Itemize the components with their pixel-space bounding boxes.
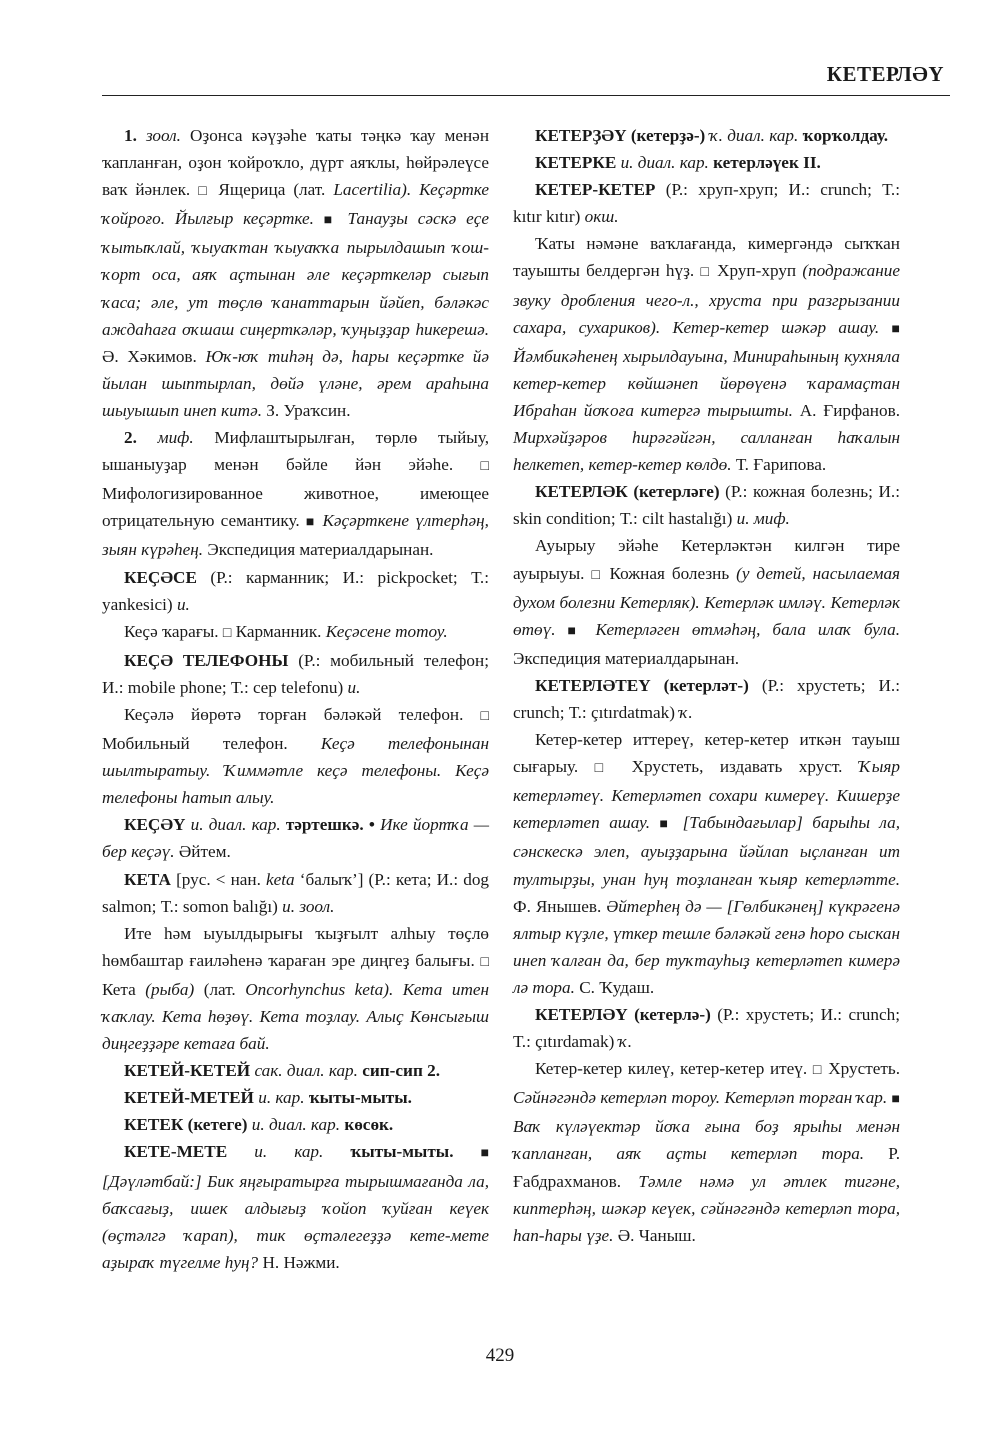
- russian-equivalent: Кожная болезнь: [609, 563, 730, 583]
- entry-keterlek-body: [513, 532, 900, 671]
- latin-name: Oncorhynchus keta).: [245, 979, 394, 999]
- cross-reference: кетерләүек II.: [713, 153, 821, 173]
- headword: КЕТА: [124, 869, 171, 889]
- russian-note: (рыба): [145, 979, 195, 999]
- entry-keterleteu-body: [513, 726, 900, 1001]
- page-number: 429: [485, 1345, 515, 1366]
- quote-author: Экспедиция материалдарынан.: [207, 540, 434, 560]
- quote-author: Т. Ғарипова.: [735, 455, 827, 475]
- entry-kese-telefony-body: [102, 701, 489, 811]
- russian-marker-icon: □: [700, 265, 711, 281]
- usage-labels: и. диал. кар.: [620, 153, 709, 173]
- literary-marker-icon: ■: [480, 1146, 490, 1162]
- equivalents: (Р.: хрустеть; И.: crunch; Т.: çıtırdamak): [513, 1005, 900, 1052]
- russian-note: (у детей, насылаемая духом болезни Кетерляк).: [513, 563, 901, 612]
- quote-author: Әйтем.: [178, 842, 231, 862]
- headword: КЕТЕК (кетеге): [124, 1115, 248, 1135]
- entry-sense-1: [102, 122, 489, 424]
- quote: Юҡ-юҡ тиһәң дә, һары кеҫәртке йә йылан шыптырлап, дөйә үләне, әрем араһына шыуышып инеп китә.: [102, 346, 490, 420]
- entry-keterleteu-head: [513, 672, 900, 726]
- russian-marker-icon: □: [480, 459, 489, 475]
- entry-kesese-head: [102, 564, 489, 618]
- example: Кета итен ҡаҡлау. Кета һөҙөү. Кета тоҙлау. Алыҫ Көнсығыш диңгеҙҙәре кетаға бай.: [102, 979, 490, 1054]
- quote-author: Р. Ғабдрахманов.: [513, 1144, 901, 1191]
- quote: Кетерләген өтмәһәң, бала илаҡ була.: [595, 619, 901, 639]
- literary-marker-icon: ■: [659, 817, 674, 833]
- entry-keterke: [513, 149, 900, 176]
- entry-kete-mete: [102, 1138, 489, 1275]
- entry-keter-keter-head: [513, 176, 900, 230]
- russian-marker-icon: □: [480, 954, 489, 970]
- russian-marker-icon: □: [198, 184, 211, 200]
- example: Кетерләк имләү. Кетерләк өтөү.: [513, 592, 900, 639]
- russian-marker-icon: □: [480, 708, 489, 724]
- example: Кеҫә телефонынан шылтыратыу. Ҡиммәтле кеҫә телефоны. Кеҫә телефоны һатып алыу.: [102, 734, 489, 808]
- literary-marker-icon: ■: [891, 1092, 901, 1108]
- headword: КЕҪӘҮ: [124, 815, 186, 835]
- definition: Кеҫәлә йөрөтә торған бәләкәй телефон.: [124, 704, 464, 724]
- headword: КЕТЕЙ-МЕТЕЙ: [124, 1088, 254, 1108]
- entry-kese-telefony-head: [102, 647, 489, 701]
- pos-label: ҡ.: [618, 1032, 633, 1052]
- example: Кеҫәртке ҡойроғо. Йылғыр кеҫәртке.: [102, 180, 490, 229]
- entry-ketek: [102, 1111, 489, 1138]
- headword: КЕҪӘ ТЕЛЕФОНЫ: [124, 650, 289, 670]
- sense-number: 1.: [124, 126, 137, 145]
- cross-reference: көсөк.: [344, 1115, 394, 1135]
- usage-labels: и. кар.: [258, 1088, 305, 1108]
- quote: Мирхәйҙәров һирәгәйгән, салланған һаҡалын һелкетеп, кетер-кетер көлдө.: [513, 428, 900, 475]
- equivalents: (Р.: хрустеть; И.: crunch; Т.: çıtırdatmak): [513, 675, 901, 722]
- russian-equivalent: Кета: [102, 979, 136, 999]
- russian-equivalent: Мобильный телефон.: [102, 734, 288, 754]
- domain-label: миф.: [157, 428, 194, 448]
- example: Кеҫәсене тотоу.: [325, 621, 448, 641]
- definition: Ите һәм ыуылдырығы ҡыҙғылт алһыу төҫлө һөмбаштар ғаиләһенә ҡараған эре диңгеҙ балығы.: [102, 923, 489, 970]
- quote: [Табындағылар] барыһы ла, сәнскескә элеп, ауыҙҙарына йәйлап ыҫланған ит тултырҙы, унан һуң тоҙланған ҡыяр кетерләтте.: [513, 813, 901, 889]
- russian-equivalent: Хрустеть, издавать хруст.: [631, 757, 843, 777]
- russian-equivalent: Мифологизированное животное, имеющее отрицательную семантику.: [102, 484, 489, 531]
- pos-label: окш.: [584, 207, 619, 227]
- header-rule: [102, 95, 950, 96]
- entry-keta-head: [102, 866, 489, 920]
- entry-keterleu-head: [513, 1001, 900, 1055]
- pos-label: и.: [347, 677, 361, 697]
- usage-labels: и. кар.: [254, 1142, 324, 1162]
- phrase-bullet-icon: •: [368, 815, 375, 835]
- equivalents: (Р.: мобильный телефон; И.: mobile phone; Т.: cep telefonu): [102, 650, 489, 697]
- phrase: Ике йортҡа — бер кеҫәү.: [102, 815, 490, 862]
- cross-reference: ҡорҡолдау.: [802, 126, 889, 145]
- quote: Ваҡ күләүектәр йоҡа ғына боҙ ярыһы менән ҡапланған, аяҡ аҫты кетерләп тора.: [513, 1117, 900, 1164]
- pos-label: и. зоол.: [282, 896, 335, 916]
- definition: Мифлаштырылған, төрлө тыйыу, ышаныуҙар менән бәйле йән эйәһе.: [102, 428, 490, 475]
- usage-labels: сак. диал. кар.: [254, 1061, 358, 1081]
- entry-keterzeu: [513, 122, 900, 149]
- russian-equivalent: Карманник.: [235, 621, 322, 641]
- equivalents: (Р.: карманник; И.: pickpocket; Т.: yankesici): [102, 567, 489, 614]
- latin-name: Lacertilia).: [333, 180, 412, 200]
- quote: Кәҫәрткене үлтерһәң, зыян күрәһең.: [102, 511, 489, 560]
- russian-marker-icon: □: [222, 625, 232, 641]
- russian-marker-icon: □: [594, 761, 616, 777]
- cross-reference: ҡыты-мыты.: [350, 1142, 454, 1162]
- entry-keterleu-body: [513, 1055, 900, 1249]
- definition: Ҡаты нәмәне ваҡлағанда, кимергәндә сыҡҡан тауышты белдергән һүҙ.: [513, 234, 900, 281]
- russian-marker-icon: □: [812, 1063, 823, 1079]
- quote-author: С. Ҡудаш.: [579, 977, 655, 997]
- entry-ketey-metey: [102, 1084, 489, 1111]
- quote-author: Ф. Янышев.: [513, 896, 602, 916]
- russian-equivalent: Хруп-хруп: [717, 261, 797, 281]
- sense-number: 2.: [124, 428, 137, 448]
- left-column: [102, 122, 489, 1276]
- headword: КЕТЕ-МЕТЕ: [124, 1142, 228, 1162]
- example: Ҡыяр кетерләтеү. Кетерләтеп сохари кимереү. Кишерҙе кетерләтеп ашау.: [513, 757, 901, 833]
- russian-equivalent: (лат.: [203, 979, 236, 999]
- definition: Кеҫә ҡарағы.: [124, 621, 219, 641]
- quote-author: З. Ураҡсин.: [266, 400, 351, 420]
- russian-note: (подражание звуку дробления чего-л., хруста при разгрызании сахара, сухариков).: [513, 261, 901, 337]
- usage-labels: ҡ. диал. кар.: [709, 126, 799, 145]
- pos-label: и. миф.: [736, 509, 790, 529]
- usage-labels: и. диал. кар.: [251, 1115, 341, 1135]
- domain-label: зоол.: [145, 126, 181, 145]
- literary-marker-icon: ■: [567, 623, 584, 639]
- equivalents: ‘балыҡ’] (Р.: кета; И.: dog salmon; Т.: somon balığı): [102, 869, 490, 916]
- headword: КЕТЕЙ-КЕТЕЙ: [124, 1061, 251, 1081]
- literary-marker-icon: ■: [891, 321, 901, 337]
- entry-keter-keter-body: [513, 230, 900, 478]
- entry-kesese-body: [102, 618, 489, 647]
- equivalents: (Р.: кожная болезнь; И.: skin condition; Т.: cilt hastalığı): [513, 482, 900, 529]
- quote: Тәмле нәмә ул әтлек тигәне, киптерһәң, шәкәр кеүек, сәйнәгәндә кетерләп тора, һап-һары үҙе.: [513, 1171, 900, 1245]
- etymology: [рус. < нан.: [176, 869, 261, 889]
- literary-marker-icon: ■: [305, 515, 317, 531]
- right-column: [513, 122, 900, 1249]
- definition: Ауырыу эйәһе Кетерләктән килгән тире ауырыуы.: [513, 536, 900, 583]
- headword: КЕТЕРЛӘК (кетерләге): [535, 482, 720, 502]
- quote-author: Н. Нәжми.: [262, 1252, 340, 1272]
- pos-label: и.: [176, 594, 190, 614]
- headword: КЕТЕР-КЕТЕР: [535, 180, 656, 200]
- equivalents: (Р.: хруп-хруп; И.: crunch; Т.: kıtır kıtır): [513, 180, 900, 227]
- quote-author: А. Ғирфанов.: [799, 400, 900, 420]
- headword: КЕТЕРЛӘҮ (кетерлә-): [535, 1005, 711, 1024]
- headword: КЕТЕРҘӘҮ (кетерҙә-): [535, 126, 706, 145]
- usage-labels: и. диал. кар.: [190, 815, 281, 835]
- entry-keta-body: [102, 920, 489, 1057]
- cross-reference: ҡыты-мыты.: [308, 1088, 412, 1108]
- entry-keterlek-head: [513, 478, 900, 532]
- definition: Оҙонса кәүҙәһе ҡаты тәңкә ҡау менән ҡапланған, оҙон ҡойроҡло, дүрт аяҡлы, һөйрәлеүсе ваҡ йәнлек.: [102, 126, 490, 200]
- headword: КЕТЕРКЕ: [535, 153, 617, 173]
- russian-equivalent: Ящерица (лат.: [218, 180, 326, 200]
- definition: Кетер-кетер иттереү, кетер-кетер иткән тауыш сығарыу.: [513, 730, 900, 777]
- entry-keseu: [102, 811, 489, 865]
- entry-ketey-ketey: [102, 1057, 489, 1084]
- russian-equivalent: Хрустеть.: [828, 1059, 901, 1079]
- quote: [Дәүләтбай:] Бик яңғыратырға тырышмағанда ла, баҡсағыҙ, ишек алдығыҙ ҡойоп ҡуйған кеүек (өҫтәлгә ҡарап), тик өҫтәлегеҙҙә кете-мете аҙыраҡ түгелме һуң?: [102, 1171, 489, 1272]
- literary-marker-icon: ■: [323, 213, 338, 229]
- entry-sense-2: [102, 424, 489, 563]
- running-headword: КЕТЕРЛӘҮ: [826, 62, 944, 86]
- quote: Әйтерһең дә — [Гөлбикәнең] күкрәгенә ялтыр күҙле, үткер тешле бәләкәй генә һоро сыскан инеп ҡалған да, бер туҡтауһыҙ кетерләтеп кимерә лә тора.: [513, 896, 900, 997]
- definition: Кетер-кетер килеү, кетер-кетер итеү.: [535, 1059, 808, 1079]
- quote: Танауҙы сәскә еҫе ҡытыҡлай, ҡыуаҡтан ҡыуаҡҡа пырылдашып ҡош-ҡорт оса, аяҡ аҫтынан әле кеҫәрткеләр сығып ҡаса; әле, ут төҫлө ҡанаттарын йәйеп, бәләкәс аждаһаға оҡшаш сиңерткәләр, ҡуңыҙҙар һикерешә.: [102, 209, 489, 339]
- russian-marker-icon: □: [591, 567, 603, 583]
- pos-label: ҡ.: [679, 702, 693, 722]
- example: Сәйнәгәндә кетерләп тороу. Кетерләп торған ҡар.: [513, 1088, 888, 1108]
- quote-author: Ә. Чаныш.: [617, 1225, 696, 1245]
- headword: КЕҪӘСЕ: [124, 567, 197, 587]
- etymology-word: keta: [266, 869, 295, 889]
- quote-author: Ә. Хәкимов.: [102, 346, 197, 366]
- headword: КЕТЕРЛӘТЕҮ (кетерләт-): [535, 675, 749, 695]
- quote: Йәмбикәһенең хырылдауына, Минираһының кухняла кетер-кетер көйшәнеп йөрөүенә ҡарамаҫтан Ибраһан йоҡоға китергә тырышты.: [513, 346, 900, 420]
- quote-author: Экспедиция материалдарынан.: [513, 648, 740, 668]
- example: Кетер-кетер шәкәр ашау.: [672, 317, 880, 337]
- cross-reference: сип-сип 2.: [362, 1061, 441, 1081]
- cross-reference: тәртешкә.: [285, 815, 364, 835]
